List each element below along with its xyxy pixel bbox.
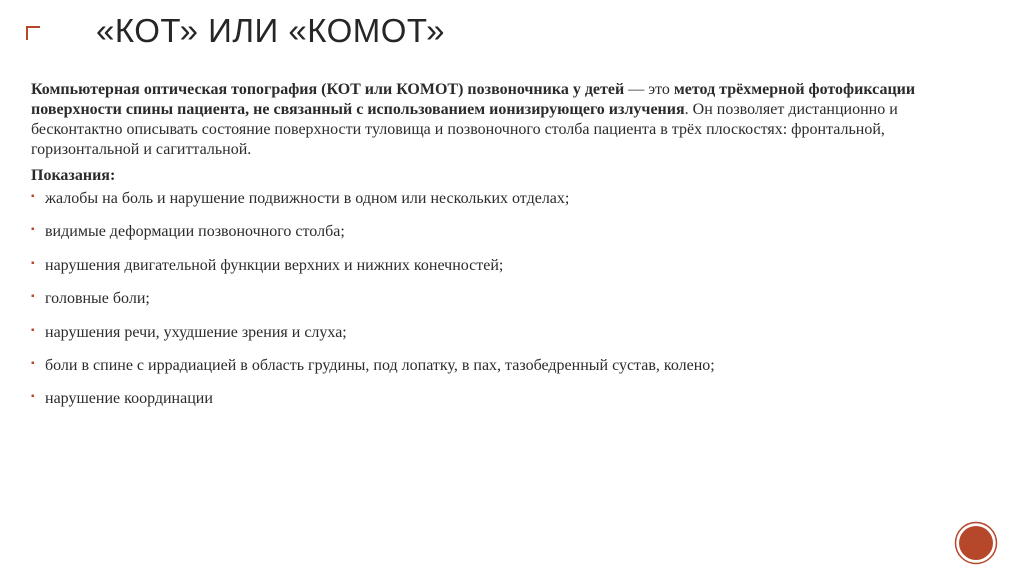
page-number-badge bbox=[954, 521, 998, 565]
intro-bold-definition: метод трёхмерной фотофиксации поверхности спины пациента, не связанный с использованием ионизирующего излучения bbox=[31, 81, 916, 118]
intro-description: . Он позволяет дистанционно и бесконтактно описывать состояние поверхности туловища и позвоночного столба пациента в трёх плоскостях: фронтальной, горизонтальной и сагиттальной. bbox=[31, 101, 898, 158]
list-item-text: боли в спине с иррадиацией в область грудины, под лопатку, в пах, тазобедренный сустав, колено; bbox=[45, 356, 715, 374]
list-item bbox=[31, 222, 991, 242]
list-item-text: головные боли; bbox=[45, 290, 150, 308]
page-number-circle-icon bbox=[954, 521, 998, 565]
bullet-icon: ▪ bbox=[31, 391, 35, 403]
list-item bbox=[31, 389, 991, 409]
intro-connector: — это bbox=[624, 81, 674, 98]
bullet-icon: ▪ bbox=[31, 357, 35, 369]
list-item-text: жалобы на боль и нарушение подвижности в одном или нескольких отделах; bbox=[45, 190, 570, 207]
bullet-icon: ▪ bbox=[31, 257, 35, 269]
bullet-icon: ▪ bbox=[31, 324, 35, 336]
list-item bbox=[31, 189, 991, 209]
intro-paragraph bbox=[31, 80, 991, 160]
slide-title: «КОТ» ИЛИ «КОМОТ» bbox=[96, 12, 445, 49]
bullet-icon: ▪ bbox=[31, 191, 35, 202]
bullet-icon: ▪ bbox=[31, 291, 35, 303]
list-item-text: нарушения двигательной функции верхних и нижних конечностей; bbox=[45, 256, 504, 274]
corner-bracket-icon bbox=[26, 26, 41, 41]
list-item bbox=[31, 356, 991, 376]
list-item-text: видимые деформации позвоночного столба; bbox=[45, 223, 345, 241]
list-item-text: нарушения речи, ухудшение зрения и слуха; bbox=[45, 323, 347, 341]
indications-heading: Показания: bbox=[31, 167, 116, 184]
bullet-icon: ▪ bbox=[31, 224, 35, 236]
slide-content bbox=[31, 80, 991, 423]
list-item bbox=[31, 256, 991, 276]
intro-bold-term: Компьютерная оптическая топография (КОТ или КОМОТ) позвоночника у детей bbox=[31, 81, 625, 98]
list-item-text: нарушение координации bbox=[45, 390, 213, 408]
indications-list bbox=[31, 189, 991, 409]
list-item bbox=[31, 289, 991, 309]
list-item bbox=[31, 323, 991, 343]
